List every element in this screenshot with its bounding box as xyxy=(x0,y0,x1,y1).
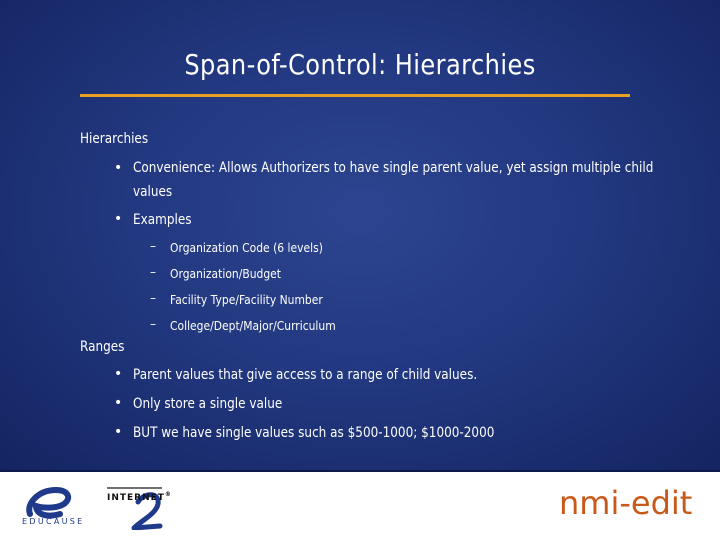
title-underline xyxy=(80,94,630,97)
slide-title: Span-of-Control: Hierarchies xyxy=(184,48,536,81)
bullet-icon: • xyxy=(114,395,123,411)
bullet-icon: • xyxy=(114,424,123,440)
subitem-college: College/Dept/Major/Curriculum xyxy=(170,318,336,333)
section-heading-hierarchies: Hierarchies xyxy=(80,131,149,147)
bullet-convenience-line1: Convenience: Allows Authorizers to have single parent value, yet assign multiple child xyxy=(133,160,654,176)
dash-icon: – xyxy=(150,265,156,279)
subitem-organization-code: Organization Code (6 levels) xyxy=(170,240,323,255)
dash-icon: – xyxy=(150,317,156,331)
bullet-examples: Examples xyxy=(133,212,192,228)
bullet-icon: • xyxy=(114,211,123,227)
internet2-word: INTERNET xyxy=(107,493,165,503)
internet2-wordmark xyxy=(107,491,172,503)
dash-icon: – xyxy=(150,291,156,305)
bullet-single-value: Only store a single value xyxy=(133,396,283,412)
subitem-facility: Facility Type/Facility Number xyxy=(170,292,323,307)
subitem-organization-budget: Organization/Budget xyxy=(170,266,282,281)
bullet-icon: • xyxy=(114,366,123,382)
bullet-parent-values: Parent values that give access to a range of child values. xyxy=(133,367,478,383)
bullet-convenience-line2: values xyxy=(133,184,173,200)
bullet-but-we-have: BUT we have single values such as $500-1000; $1000-2000 xyxy=(133,425,495,441)
nmi-edit-logo: nmi-edit xyxy=(559,484,693,522)
registered-mark: ® xyxy=(164,491,172,498)
educause-wordmark: EDUCAUSE xyxy=(22,517,85,526)
bullet-icon: • xyxy=(114,160,123,176)
section-heading-ranges: Ranges xyxy=(80,339,125,355)
dash-icon: – xyxy=(150,239,156,253)
